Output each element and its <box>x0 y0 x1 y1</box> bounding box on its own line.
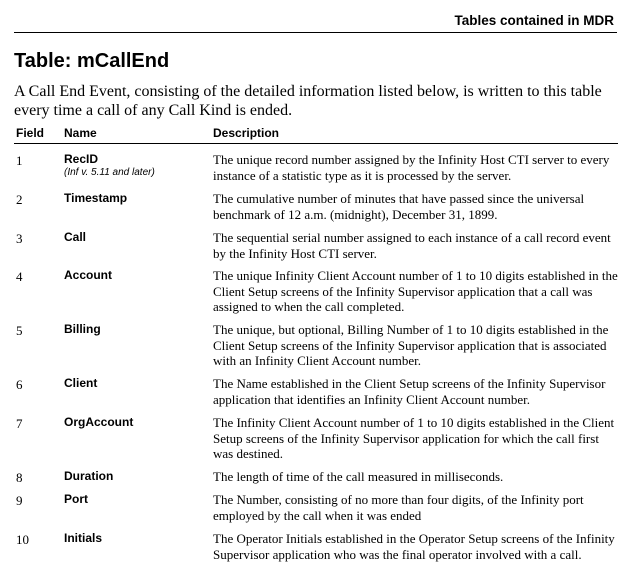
field-number: 7 <box>16 416 23 431</box>
field-number: 3 <box>16 231 23 246</box>
field-number: 4 <box>16 269 23 284</box>
header-rule <box>14 143 618 144</box>
field-number: 8 <box>16 470 23 485</box>
version-note: (Inf v. 5.11 and later) <box>64 167 155 178</box>
field-number: 5 <box>16 323 23 338</box>
column-header-description: Description <box>213 126 280 140</box>
field-name: Account <box>64 268 112 282</box>
section-title: Tables contained in MDR <box>454 13 614 28</box>
field-description: The unique, but optional, Billing Number of 1 to 10 digits established in the Client Setup screens of the Infinity Supervisor application that is associated with an Infinity Client Account number. <box>213 322 609 368</box>
field-number: 6 <box>16 377 23 392</box>
field-description: The Name established in the Client Setup screens of the Infinity Supervisor application that identifies an Infinity Client Account number. <box>213 376 606 407</box>
field-number: 9 <box>16 493 23 508</box>
field-name: Call <box>64 230 87 244</box>
page-header <box>14 12 617 33</box>
field-description: The sequential serial number assigned to each instance of a call record event by the Infinity Host CTI server. <box>213 230 611 261</box>
field-description: The Infinity Client Account number of 1 to 10 digits established in the Client Setup screens of the Infinity Supervisor application for which the call first was destined. <box>213 415 615 461</box>
field-name: OrgAccount <box>64 415 134 429</box>
field-name: Client <box>64 376 98 390</box>
field-description: The cumulative number of minutes that have passed since the universal benchmark of 12 a.m. (midnight), December 31, 1899. <box>213 191 585 222</box>
field-name: Duration <box>64 469 114 483</box>
field-description: The length of time of the call measured in milliseconds. <box>213 469 504 484</box>
column-header-field: Field <box>16 126 45 140</box>
field-name: Billing <box>64 322 101 336</box>
field-name: Initials <box>64 531 103 545</box>
field-name: RecID <box>64 152 99 166</box>
field-description: The unique Infinity Client Account number of 1 to 10 digits established in the Client Setup screens of the Infinity Supervisor application that a call was assigned to when the call completed. <box>213 268 618 314</box>
field-name: Timestamp <box>64 191 128 205</box>
field-description: The Number, consisting of no more than four digits, of the Infinity port employed by the call when it was ended <box>213 492 584 523</box>
intro-paragraph: A Call End Event, consisting of the detailed information listed below, is written to this table every time a call of any Call Kind is ended. <box>14 83 602 119</box>
field-number: 2 <box>16 192 23 207</box>
field-number: 1 <box>16 153 23 168</box>
field-name: Port <box>64 492 88 506</box>
table-title: Table: mCallEnd <box>14 50 170 72</box>
field-description: The unique record number assigned by the Infinity Host CTI server to every instance of a statistic type as it is processed by the server. <box>213 152 610 183</box>
field-description: The Operator Initials established in the Operator Setup screens of the Infinity Supervisor application who was the final operator involved with a call. <box>213 531 615 562</box>
column-headers <box>14 126 618 142</box>
column-header-name: Name <box>64 126 97 140</box>
field-number: 10 <box>16 532 29 547</box>
